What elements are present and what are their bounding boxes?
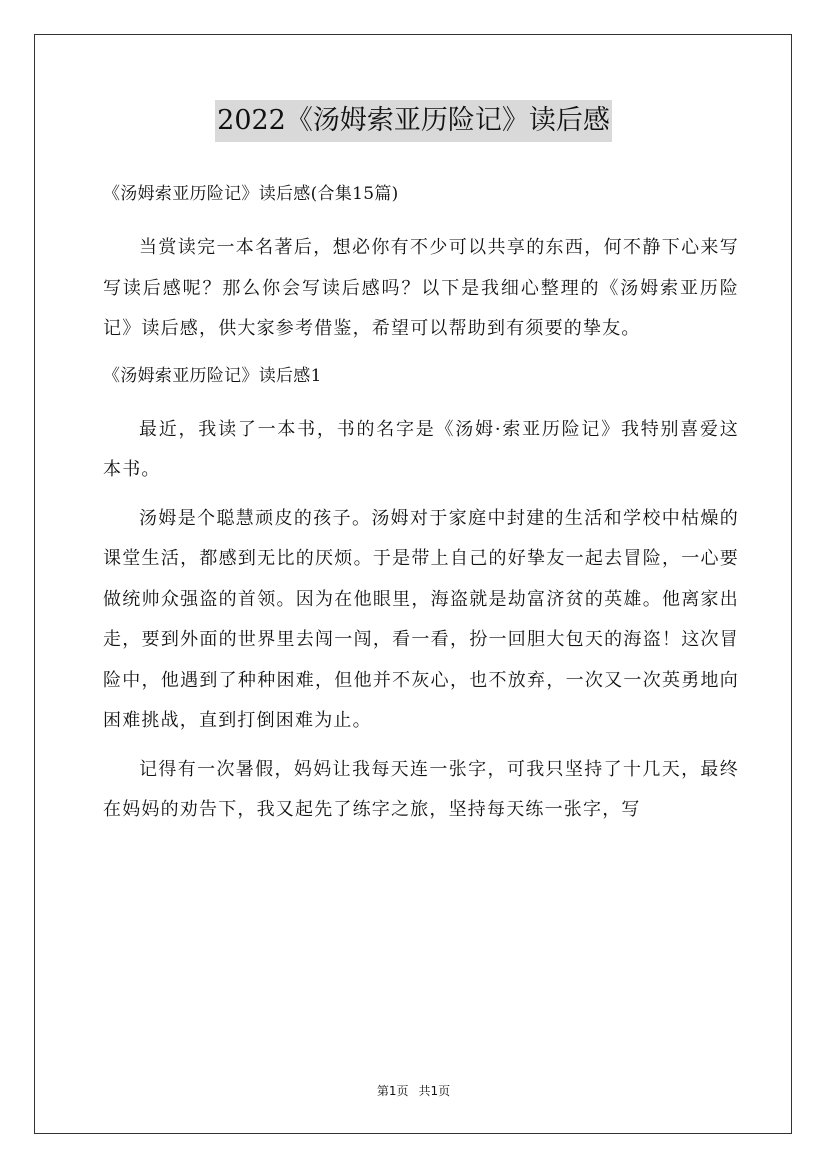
body-paragraph-3: 记得有一次暑假，妈妈让我每天连一张字，可我只坚持了十几天，最终在妈妈的劝告下，我又起先了练字之旅，坚持每天练一张字，写	[103, 758, 739, 820]
intro-paragraph: 当赏读完一本名著后，想必你有不少可以共享的东西，何不静下心来写写读后感呢？那么你会写读后感吗？以下是我细心整理的《汤姆索亚历险记》读后感，供大家参考借鉴，希望可以帮助到有须要的挚友。	[103, 237, 739, 339]
page-footer	[0, 1082, 827, 1099]
body-paragraph-2: 汤姆是个聪慧顽皮的孩子。汤姆对于家庭中封建的生活和学校中枯燥的课堂生活，都感到无比的厌烦。于是带上自己的好挚友一起去冒险，一心要做统帅众强盗的首领。因为在他眼里，海盗就是劫富济贫的英雄。他离家出走，要到外面的世界里去闯一闯，看一看，扮一回胆大包天的海盗！这次冒险中，他遇到了种种困难，但他并不灰心，也不放弃，一次又一次英勇地向困难挑战，直到打倒困难为止。	[103, 507, 739, 731]
body-paragraph-1: 最近，我读了一本书，书的名字是《汤姆·索亚历险记》我特别喜爱这本书。	[103, 418, 739, 480]
section-heading: 《汤姆索亚历险记》读后感1	[103, 365, 322, 386]
document-body	[103, 176, 739, 839]
title-container	[0, 100, 827, 142]
document-title: 2022《汤姆索亚历险记》读后感	[215, 100, 612, 142]
document-subtitle: 《汤姆索亚历险记》读后感(合集15篇)	[103, 184, 399, 204]
page-number: 第1页	[376, 1084, 409, 1098]
page-total: 共1页	[418, 1084, 451, 1098]
